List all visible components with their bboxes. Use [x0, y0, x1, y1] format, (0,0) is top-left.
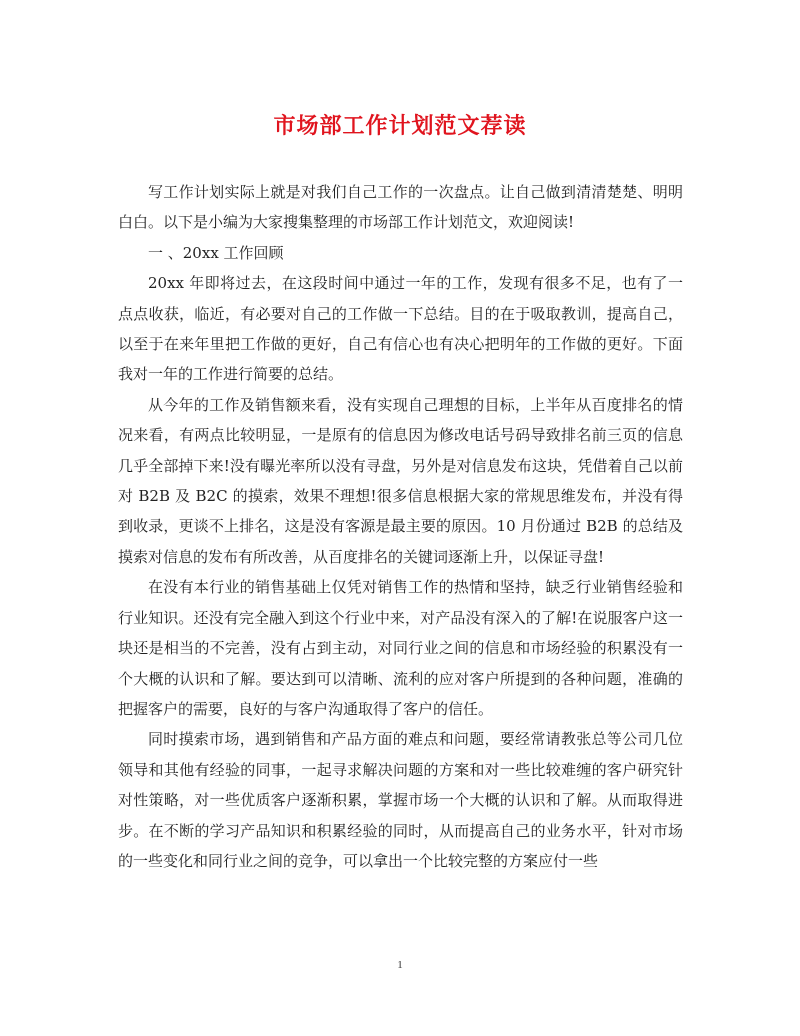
section-heading: 一 、20xx 工作回顾	[148, 243, 284, 262]
page-number: 1	[397, 959, 403, 971]
page-title: 市场部工作计划范文荐读	[273, 113, 527, 139]
paragraph-market: 同时摸索市场，遇到销售和产品方面的难点和问题，要经常请教张总等公司几位领导和其他有经验的同事，一起寻求解决问题的方案和对一些比较难缠的客户研究针对性策略，对一些优质客户逐渐积累，掌握市场一个大概的认识和了解。从而取得进步。在不断的学习产品知识和积累经验的同时，从而提高自己的业务水平，针对市场的一些变化和同行业之间的竞争，可以拿出一个比较完整的方案应付一些	[118, 730, 683, 870]
paragraph-intro: 写工作计划实际上就是对我们自己工作的一次盘点。让自己做到清清楚楚、明明白白。以下是小编为大家搜集整理的市场部工作计划范文，欢迎阅读!	[118, 183, 683, 232]
paragraph-summary: 20xx 年即将过去，在这段时间中通过一年的工作，发现有很多不足，也有了一点点收获，临近，有必要对自己的工作做一下总结。目的在于吸取教训，提高自己，以至于在来年里把工作做的更好，自己有信心也有决心把明年的工作做的更好。下面我对一年的工作进行简要的总结。	[118, 274, 683, 384]
document-body	[118, 177, 683, 876]
paragraph-industry: 在没有本行业的销售基础上仅凭对销售工作的热情和坚持，缺乏行业销售经验和行业知识。还没有完全融入到这个行业中来，对产品没有深入的了解!在说服客户这一块还是相当的不完善，没有占到主动，对同行业之间的信息和市场经验的积累没有一个大概的认识和了解。要达到可以清晰、流利的应对客户所提到的各种问题，准确的把握客户的需要，良好的与客户沟通取得了客户的信任。	[118, 578, 683, 718]
paragraph-sales: 从今年的工作及销售额来看，没有实现自己理想的目标，上半年从百度排名的情况来看，有两点比较明显，一是原有的信息因为修改电话号码导致排名前三页的信息几乎全部掉下来!没有曝光率所以没有寻盘，另外是对信息发布这块，凭借着自己以前对 B2B 及 B2C 的摸索，效果不理想!很多信息根据大家的常规思维发布，并没有得到收录，更谈不上排名，这是没有客源是最主要的原因。10 月份通过 B2B 的总结及摸索对信息的发布有所改善，从百度排名的关键词逐渐上升，以保证寻盘!	[118, 395, 683, 566]
